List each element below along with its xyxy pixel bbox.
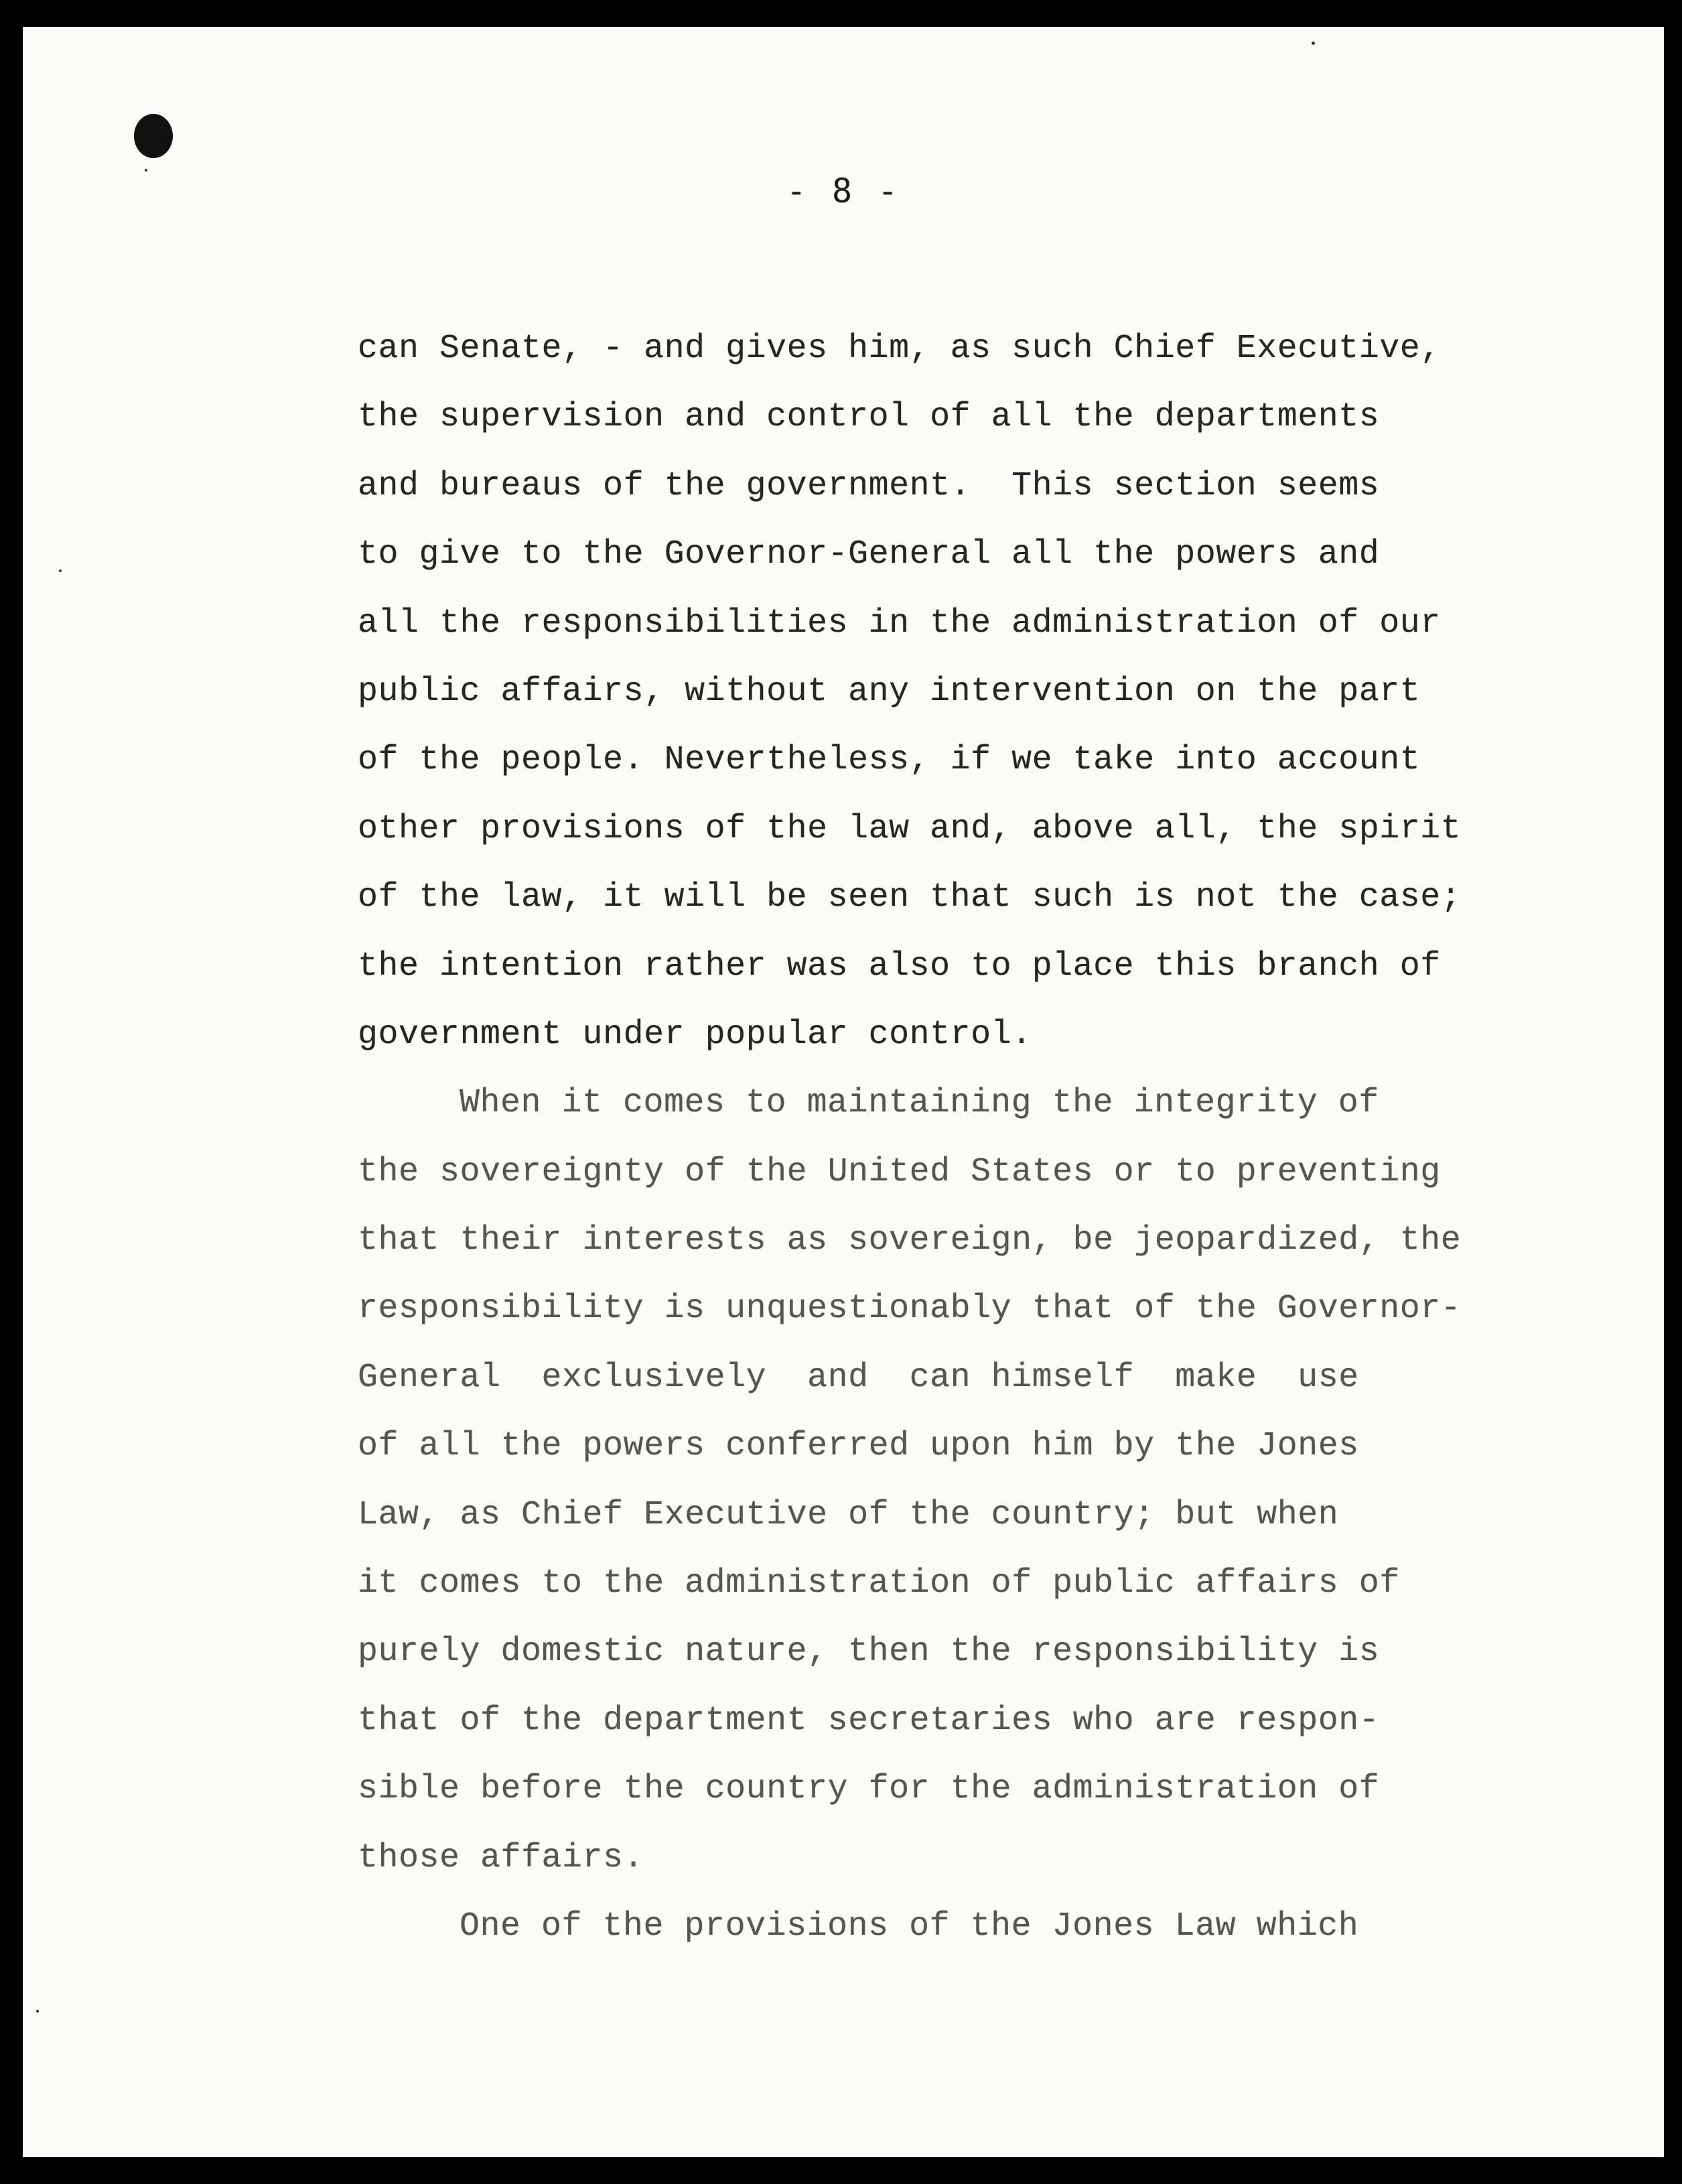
text-line: that their interests as sovereign, be jeopardized, the <box>358 1221 1462 1260</box>
text-line: of the law, it will be seen that such is not the case; <box>358 878 1462 917</box>
paragraph-start-line: One of the provisions of the Jones Law which <box>460 1907 1359 1946</box>
text-line: the sovereignty of the United States or to preventing <box>358 1152 1441 1191</box>
body-text <box>358 315 1557 1961</box>
text-line: public affairs, without any intervention on the part <box>358 672 1421 711</box>
paragraph-start-line: When it comes to maintaining the integrity of <box>460 1084 1379 1123</box>
document-page <box>23 27 1664 2157</box>
text-line: and bureaus of the government. This section seems <box>358 466 1380 505</box>
text-line: General exclusively and can himself make use <box>358 1358 1359 1397</box>
text-line: it comes to the administration of public affairs of <box>358 1564 1400 1603</box>
text-line: responsibility is unquestionably that of the Governor- <box>358 1290 1462 1328</box>
text-line: that of the department secretaries who are respon- <box>358 1701 1380 1740</box>
scan-speck <box>59 569 62 572</box>
text-line: sible before the country for the administration of <box>358 1770 1380 1809</box>
text-line: of the people. Nevertheless, if we take into account <box>358 741 1421 780</box>
text-line: to give to the Governor-General all the powers and <box>358 535 1380 574</box>
text-line: the intention rather was also to place this branch of <box>358 947 1441 985</box>
text-line: all the responsibilities in the administration of our <box>358 604 1441 642</box>
text-line: government under popular control. <box>358 1015 1032 1054</box>
text-line: those affairs. <box>358 1838 644 1877</box>
page-number: - 8 - <box>786 172 901 210</box>
text-line: of all the powers conferred upon him by the Jones <box>358 1427 1359 1466</box>
text-line: purely domestic nature, then the responsibility is <box>358 1633 1380 1671</box>
text-line: Law, as Chief Executive of the country; but when <box>358 1495 1339 1534</box>
punch-hole-mark <box>134 114 173 158</box>
text-line: can Senate, - and gives him, as such Chief Executive, <box>358 330 1441 368</box>
text-line: other provisions of the law and, above all, the spirit <box>358 809 1462 848</box>
text-line: the supervision and control of all the departments <box>358 398 1380 437</box>
scan-speck <box>36 2010 39 2012</box>
scan-speck <box>1312 42 1315 45</box>
